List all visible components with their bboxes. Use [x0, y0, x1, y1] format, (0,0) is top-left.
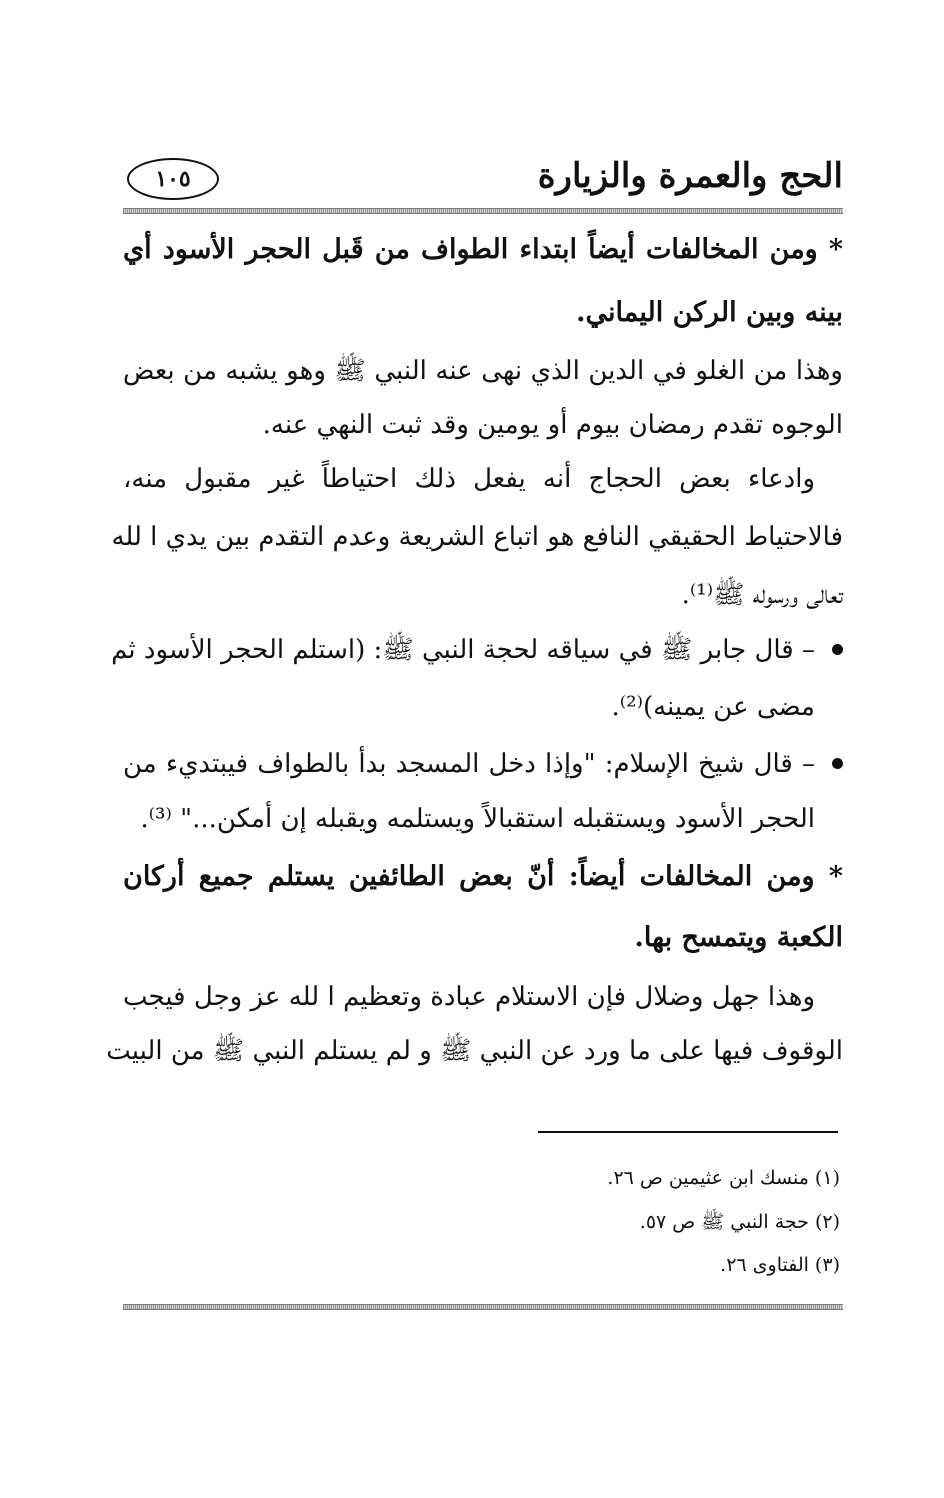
header-rule	[123, 208, 843, 214]
paragraph-line-text: وادعاء بعض الحجاج أنه يفعل ذلك احتياطاً غير مقبول منه،	[123, 464, 815, 494]
bullet-item	[111, 630, 843, 670]
footnote: (٢) حجة النبي ﷺ ص ٥٧.	[639, 1211, 840, 1233]
bullet-text: – قال شيخ الإسلام: "وإذا دخل المسجد بدأ بالطواف فيبتديء من	[123, 749, 815, 779]
heading-line: * ومن المخالفات أيضاً ابتداء الطواف من قَبل الحجر الأسود أي	[123, 234, 843, 265]
paragraph-line: الوجوه تقدم رمضان بيوم أو يومين وقد ثبت النهي عنه.	[262, 410, 843, 440]
heading-line: بينه وبين الركن اليماني.	[576, 297, 843, 328]
bullet-item-continued	[123, 799, 843, 839]
running-title: الحج والعمرة والزيارة	[537, 156, 843, 196]
bullet-item-continued	[123, 687, 843, 727]
paragraph-line: فالاحتياط الحقيقي النافع هو اتباع الشريعة وعدم التقدم بين يدي ا لله	[111, 522, 843, 552]
bullet-text: الحجر الأسود ويستقبله استقبالاً ويستلمه ويقبله إن أمكن..." ⁽³⁾.	[140, 804, 815, 834]
paragraph-line-text: وهذا جهل وضلال فإن الاستلام عبادة وتعظيم ا لله عز وجل فيجب	[123, 982, 815, 1012]
bullet-text: – قال جابر ﷺ في سياقه لحجة النبي ﷺ: (استلم الحجر الأسود ثم	[111, 635, 815, 665]
paragraph-line: تعالى ورسوله ﷺ⁽¹⁾.	[681, 580, 843, 610]
paragraph-line: وهذا من الغلو في الدين الذي نهى عنه النبي ﷺ وهو يشبه من بعض	[123, 356, 843, 386]
bullet-item	[123, 744, 843, 784]
footnote: (١) منسك ابن عثيمين ص ٢٦.	[607, 1167, 840, 1189]
page-header	[123, 152, 843, 206]
paragraph-line	[123, 459, 843, 499]
heading-line: * ومن المخالفات أيضاً: أنّ بعض الطائفين يستلم جميع أركان	[123, 861, 843, 892]
heading-line: الكعبة ويتمسح بها.	[634, 922, 843, 953]
paragraph-line: الوقوف فيها على ما ورد عن النبي ﷺ و لم يستلم النبي ﷺ من البيت	[106, 1036, 843, 1066]
paragraph-line	[123, 977, 843, 1017]
footnote-separator	[538, 1131, 838, 1133]
footnote: (٣) الفتاوى ٢٦.	[720, 1254, 840, 1276]
bullet-icon	[832, 758, 843, 769]
bullet-text: مضى عن يمينه)⁽²⁾.	[611, 692, 815, 722]
bullet-icon	[832, 644, 843, 655]
footer-rule	[123, 1304, 843, 1310]
page-number: ١٠٥	[127, 158, 219, 200]
